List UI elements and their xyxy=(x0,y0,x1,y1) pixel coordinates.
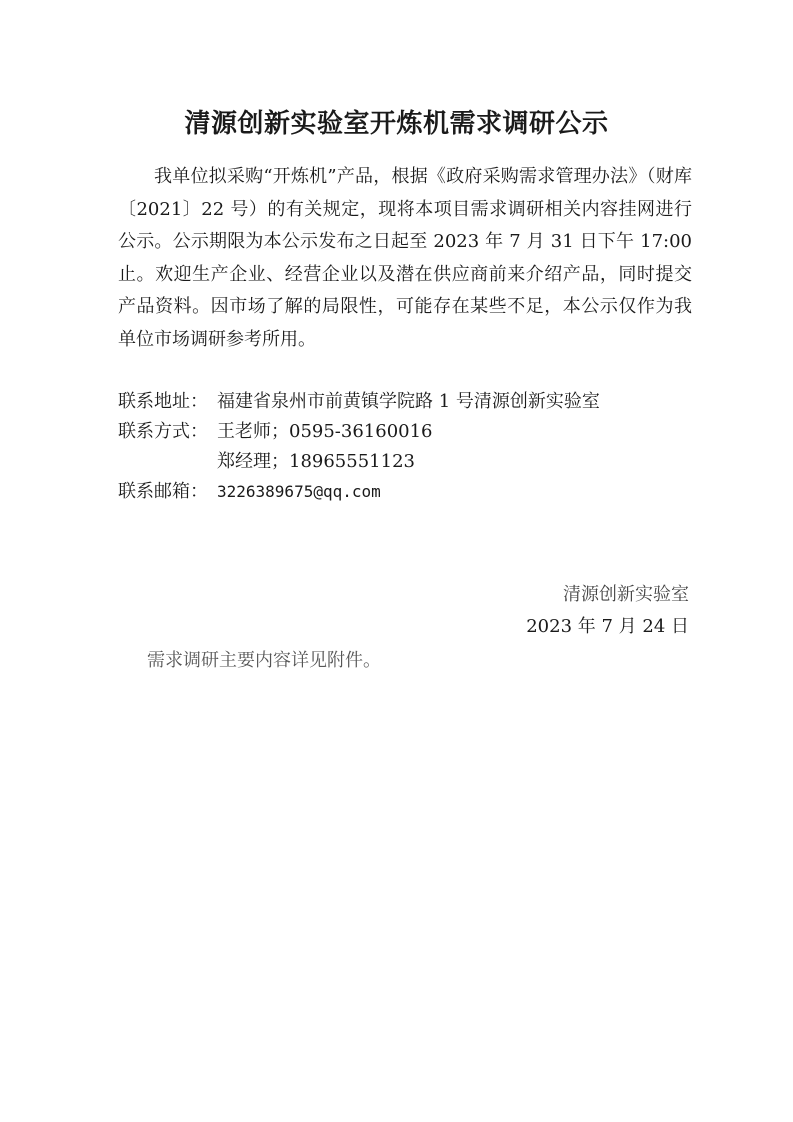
contact-email-value[interactable]: 3226389675@qq.com xyxy=(217,482,381,501)
contact-block xyxy=(118,387,718,507)
contact-email-row xyxy=(118,477,718,507)
contact-method-row-2 xyxy=(118,447,718,477)
signature-date: 2023 年 7 月 24 日 xyxy=(526,616,689,637)
signature-block xyxy=(526,579,689,643)
contact-address-label: 联系地址： xyxy=(118,391,208,412)
attachment-note: 需求调研主要内容详见附件。 xyxy=(147,650,381,671)
announcement-paragraph: 我单位拟采购“开炼机”产品，根据《政府采购需求管理办法》（财库〔2021〕22 号）的有关规定，现将本项目需求调研相关内容挂网进行公示。公示期限为本公示发布之日起至 2023 年 7 月 31 日下午 17:00 止。欢迎生产企业、经营企业以及潜在供应商前来介绍产品，同时提交产品资料。因市场了解的局限性，可能存在某些不足，本公示仅作为我单位市场调研参考所用。 xyxy=(118,166,692,350)
document-title: 清源创新实验室开炼机需求调研公示 xyxy=(184,109,609,139)
contact-email-label: 联系邮箱： xyxy=(118,481,208,502)
contact-method-label: 联系方式： xyxy=(118,421,208,442)
contact-method-row xyxy=(118,417,718,447)
contact-method-value-1: 王老师；0595-36160016 xyxy=(217,421,433,442)
signature-organization: 清源创新实验室 xyxy=(563,584,689,605)
contact-address-row xyxy=(118,387,718,417)
contact-address-value: 福建省泉州市前黄镇学院路 1 号清源创新实验室 xyxy=(217,391,600,412)
contact-method-value-2: 郑经理；18965551123 xyxy=(217,451,415,472)
